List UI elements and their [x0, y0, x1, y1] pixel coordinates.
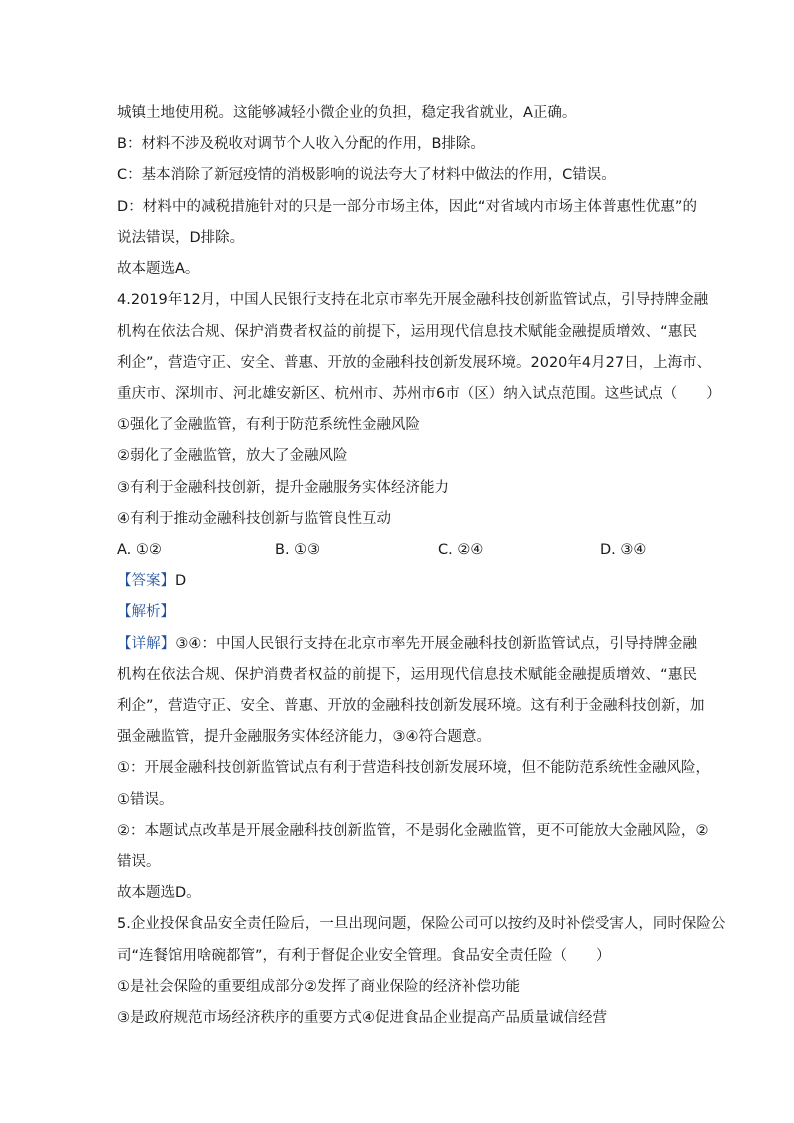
question-5-stem-line: 司“连餐馆用啥碗都管”，有利于督促企业安全管理。食品安全责任险（ ）	[117, 948, 611, 964]
question-4-stem-line: 重庆市、深圳市、河北雄安新区、杭州市、苏州市6市（区）纳入试点范围。这些试点（ ）	[117, 386, 721, 402]
question-5-statements: ①是社会保险的重要组成部分②发挥了商业保险的经济补偿功能	[117, 979, 520, 995]
detail-line: 错误。	[117, 854, 161, 870]
answer-line	[117, 571, 697, 591]
analysis-line	[117, 602, 697, 622]
question-5-statements: ③是政府规范市场经济秩序的重要方式④促进食品企业提高产品质量诚信经营	[117, 1010, 607, 1026]
text-line: 说法错误，D排除。	[117, 230, 245, 246]
question-4-stem-line: 利企”，营造守正、安全、普惠、开放的金融科技创新发展环境。2020年4月27日，上海市、	[117, 355, 712, 371]
detail-line: ①：开展金融科技创新监管试点有利于营造科技创新发展环境，但不能防范系统性金融风险，	[117, 760, 710, 776]
statement-4: ④有利于推动金融科技创新与监管良性互动	[117, 511, 391, 527]
text-line: 故本题选A。	[117, 261, 200, 277]
option-d: D. ③④	[600, 542, 647, 558]
question-4-stem-line: 4.2019年12月，中国人民银行支持在北京市率先开展金融科技创新监管试点，引导持牌金融	[117, 292, 709, 308]
text-line: C：基本消除了新冠疫情的消极影响的说法夸大了材料中做法的作用，C错误。	[117, 167, 616, 183]
analysis-tag: 【解析】	[117, 604, 175, 620]
text-line: 城镇土地使用税。这能够减轻小微企业的负担，稳定我省就业，A正确。	[117, 105, 577, 121]
detail-line	[117, 634, 697, 654]
statement-2: ②弱化了金融监管，放大了金融风险	[117, 448, 348, 464]
detail-line: ②：本题试点改革是开展金融科技创新监管，不是弱化金融监管，更不可能放大金融风险，②	[117, 823, 709, 839]
statement-1: ①强化了金融监管，有利于防范系统性金融风险	[117, 417, 420, 433]
detail-line: 机构在依法合规、保护消费者权益的前提下，运用现代信息技术赋能金融提质增效、“惠民	[117, 667, 697, 683]
option-a: A. ①②	[117, 542, 162, 558]
text-line: B：材料不涉及税收对调节个人收入分配的作用，B排除。	[117, 136, 485, 152]
detail-text: ③④：中国人民银行支持在北京市率先开展金融科技创新监管试点，引导持牌金融	[175, 636, 697, 652]
detail-tag: 【详解】	[117, 636, 176, 652]
detail-line: 强金融监管，提升金融服务实体经济能力，③④符合题意。	[117, 729, 491, 745]
statement-3: ③有利于金融科技创新，提升金融服务实体经济能力	[117, 480, 449, 496]
detail-line: 利企”，营造守正、安全、普惠、开放的金融科技创新发展环境。这有利于金融科技创新，加	[117, 698, 705, 714]
answer-tag: 【答案】	[117, 573, 175, 589]
option-c: C. ②④	[438, 542, 484, 558]
question-5-stem-line: 5.企业投保食品安全责任险后，一旦出现问题，保险公司可以按约及时补偿受害人，同时保险公	[117, 916, 726, 932]
question-4-stem-line: 机构在依法合规、保护消费者权益的前提下，运用现代信息技术赋能金融提质增效、“惠民	[117, 324, 697, 340]
option-b: B. ①③	[275, 542, 321, 558]
text-line: D：材料中的减税措施针对的只是一部分市场主体，因此“对省域内市场主体普惠性优惠”的	[117, 199, 697, 215]
answer-value: D	[175, 573, 187, 589]
conclusion-line: 故本题选D。	[117, 885, 201, 901]
detail-line: ①错误。	[117, 792, 174, 808]
